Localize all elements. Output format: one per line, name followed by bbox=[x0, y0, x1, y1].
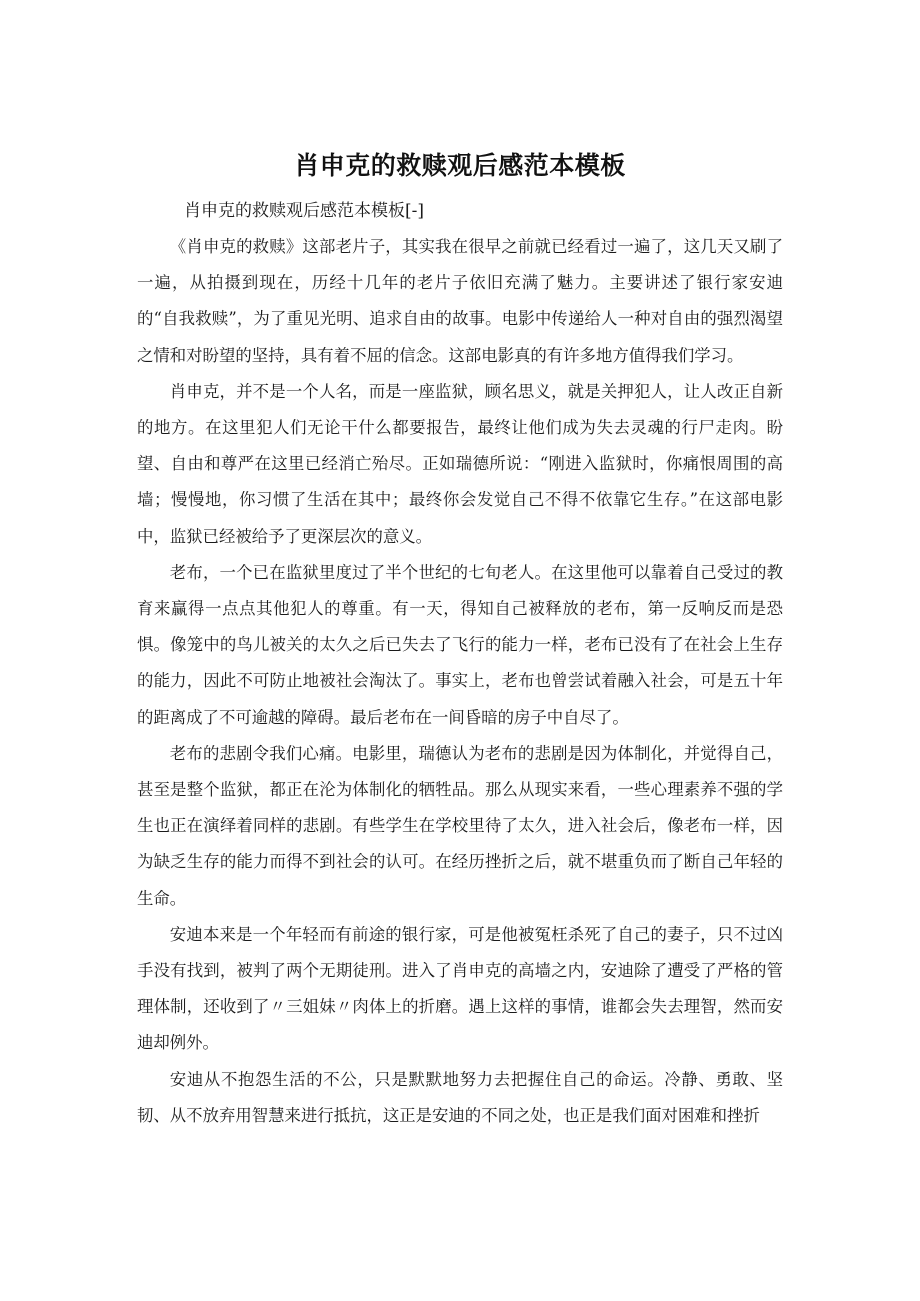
paragraph: 《肖申克的救赎》这部老片子，其实我在很早之前就已经看过一遍了，这几天又刷了一遍，从拍摄到现在，历经十几年的老片子依旧充满了魅力。主要讲述了银行家安迪的“自我救赎”，为了重见光明、追求自由的故事。电影中传递给人一种对自由的强烈渴望之情和对盼望的坚持，具有着不屈的信念。这部电影真的有许多地方值得我们学习。 bbox=[137, 237, 783, 365]
paragraph: 老布的悲剧令我们心痛。电影里，瑞德认为老布的悲剧是因为体制化，并觉得自己，甚至是整个监狱，都正在沦为体制化的牺牲品。那么从现实来看，一些心理素养不强的学生也正在演绎着同样的悲剧。有些学生在学校里待了太久，进入社会后，像老布一样，因为缺乏生存的能力而得不到社会的认可。在经历挫折之后，就不堪重负而了断自己年轻的生命。 bbox=[137, 743, 783, 908]
paragraph: 老布，一个已在监狱里度过了半个世纪的七旬老人。在这里他可以靠着自己受过的教育来赢得一点点其他犯人的尊重。有一天，得知自己被释放的老布，第一反响反而是恐惧。像笼中的鸟儿被关的太久之后已失去了飞行的能力一样，老布已没有了在社会上生存的能力，因此不可防止地被社会淘汰了。事实上，老布也曾尝试着融入社会，可是五十年的距离成了不可逾越的障碍。最后老布在一间昏暗的房子中自尽了。 bbox=[137, 562, 783, 727]
document-title: 肖申克的救赎观后感范本模板 bbox=[294, 151, 626, 180]
paragraph: 肖申克，并不是一个人名，而是一座监狱，顾名思义，就是关押犯人，让人改正自新的地方。在这里犯人们无论干什么都要报告，最终让他们成为失去灵魂的行尸走肉。盼望、自由和尊严在这里已经消亡殆尽。正如瑞德所说：“刚进入监狱时，你痛恨周围的高墙；慢慢地，你习惯了生活在其中；最终你会发觉自己不得不依靠它生存。”在这部电影中，监狱已经被给予了更深层次的意义。 bbox=[137, 381, 783, 546]
paragraph: 安迪从不抱怨生活的不公，只是默默地努力去把握住自己的命运。冷静、勇敢、坚韧、从不放弃用智慧来进行抵抗，这正是安迪的不同之处，也正是我们面对困难和挫折 bbox=[137, 1069, 783, 1125]
document-subtitle: 肖申克的救赎观后感范本模板[-] bbox=[184, 201, 425, 221]
document-body bbox=[137, 229, 783, 1134]
paragraph: 安迪本来是一个年轻而有前途的银行家，可是他被冤枉杀死了自己的妻子，只不过凶手没有找到，被判了两个无期徒刑。进入了肖申克的高墙之内，安迪除了遭受了严格的管理体制，还收到了〃三姐妹〃肉体上的折磨。遇上这样的事情，谁都会失去理智，然而安迪却例外。 bbox=[137, 924, 783, 1053]
